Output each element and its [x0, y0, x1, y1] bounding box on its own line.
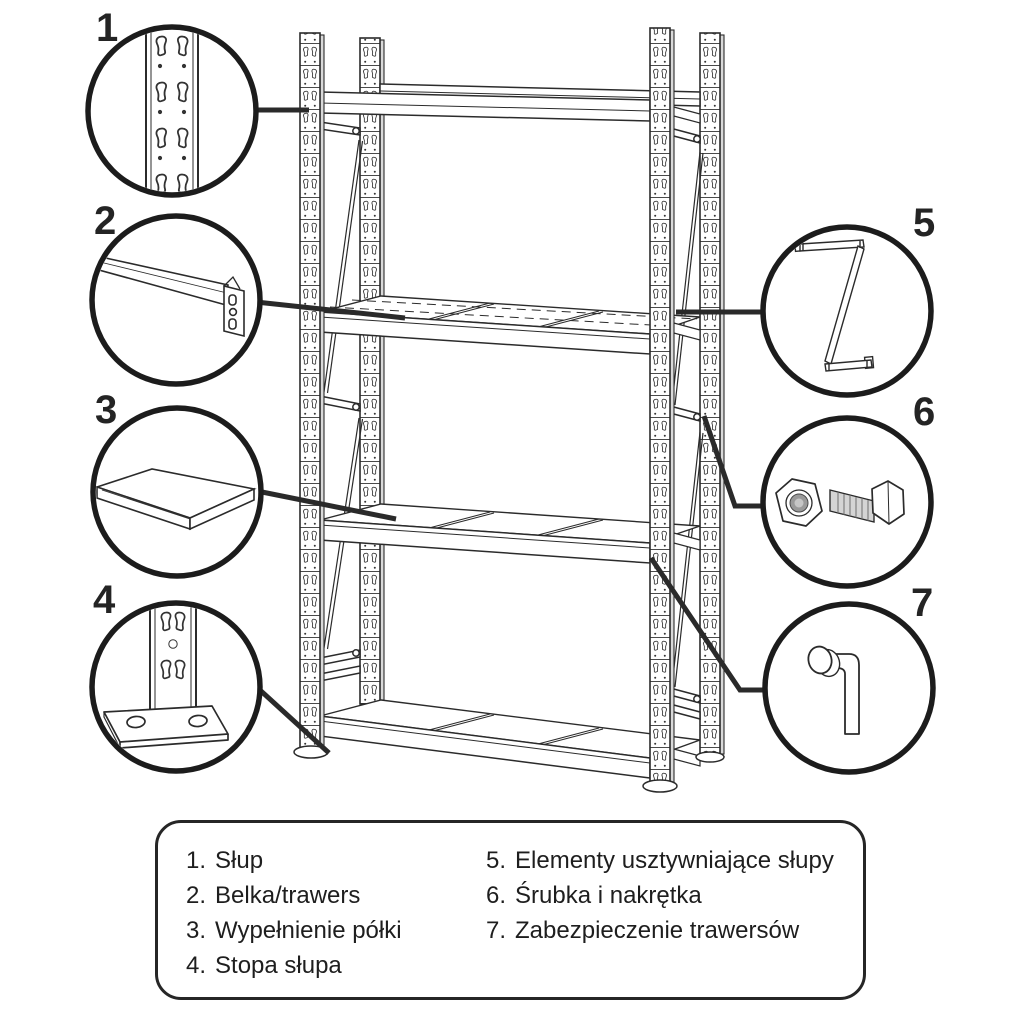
- callout-circle-6: [763, 418, 931, 586]
- legend-item-2-label: Belka/trawers: [215, 882, 361, 909]
- legend-box: [155, 820, 866, 1000]
- legend-item-1-label: Słup: [215, 847, 264, 874]
- legend-column-right: [486, 843, 834, 948]
- callout-number-5: 5: [913, 201, 936, 245]
- callout-circle-4: [92, 600, 260, 771]
- callout-number-6: 6: [913, 390, 936, 434]
- callout-circle-7: [765, 604, 933, 772]
- back-left-post: [360, 38, 384, 704]
- callout-circle-2: [92, 216, 260, 384]
- shelf-level-4: [320, 700, 700, 778]
- callout-number-3: 3: [95, 388, 118, 432]
- legend-item-3-number: 3.: [186, 917, 207, 944]
- callout-circle-3: [93, 408, 261, 576]
- legend-item-2: [186, 878, 402, 913]
- legend-item-4-label: Stopa słupa: [215, 952, 342, 979]
- legend-column-left: [186, 843, 402, 983]
- callout-number-7: 7: [911, 581, 934, 625]
- legend-item-1-number: 1.: [186, 847, 207, 874]
- legend-item-2-number: 2.: [186, 882, 207, 909]
- legend-item-3-label: Wypełnienie półki: [215, 917, 402, 944]
- legend-item-5: [486, 843, 834, 878]
- legend-item-5-number: 5.: [486, 847, 507, 874]
- left-frame-bracing: [320, 122, 363, 681]
- callout-number-4: 4: [93, 578, 116, 622]
- callout-circles: [88, 20, 936, 772]
- legend-item-7-number: 7.: [486, 917, 507, 944]
- legend-item-3: [186, 913, 402, 948]
- legend-item-1: [186, 843, 402, 878]
- legend-item-5-label: Elementy usztywniające słupy: [515, 847, 834, 874]
- legend-item-6-number: 6.: [486, 882, 507, 909]
- callout-number-1: 1: [96, 6, 119, 50]
- front-left-post: [300, 33, 324, 752]
- callout-circle-5: [763, 227, 931, 395]
- legend-item-4: [186, 948, 402, 983]
- legend-item-7: [486, 913, 834, 948]
- legend-item-7-label: Zabezpieczenie trawersów: [515, 917, 800, 944]
- legend-item-6: [486, 878, 834, 913]
- rack-structure: [294, 28, 724, 792]
- front-right-post: [650, 28, 674, 785]
- legend-item-6-label: Śrubka i nakrętka: [515, 882, 702, 909]
- callout-number-2: 2: [94, 199, 117, 243]
- post-perforation-icon: [146, 20, 198, 206]
- legend-item-4-number: 4.: [186, 952, 207, 979]
